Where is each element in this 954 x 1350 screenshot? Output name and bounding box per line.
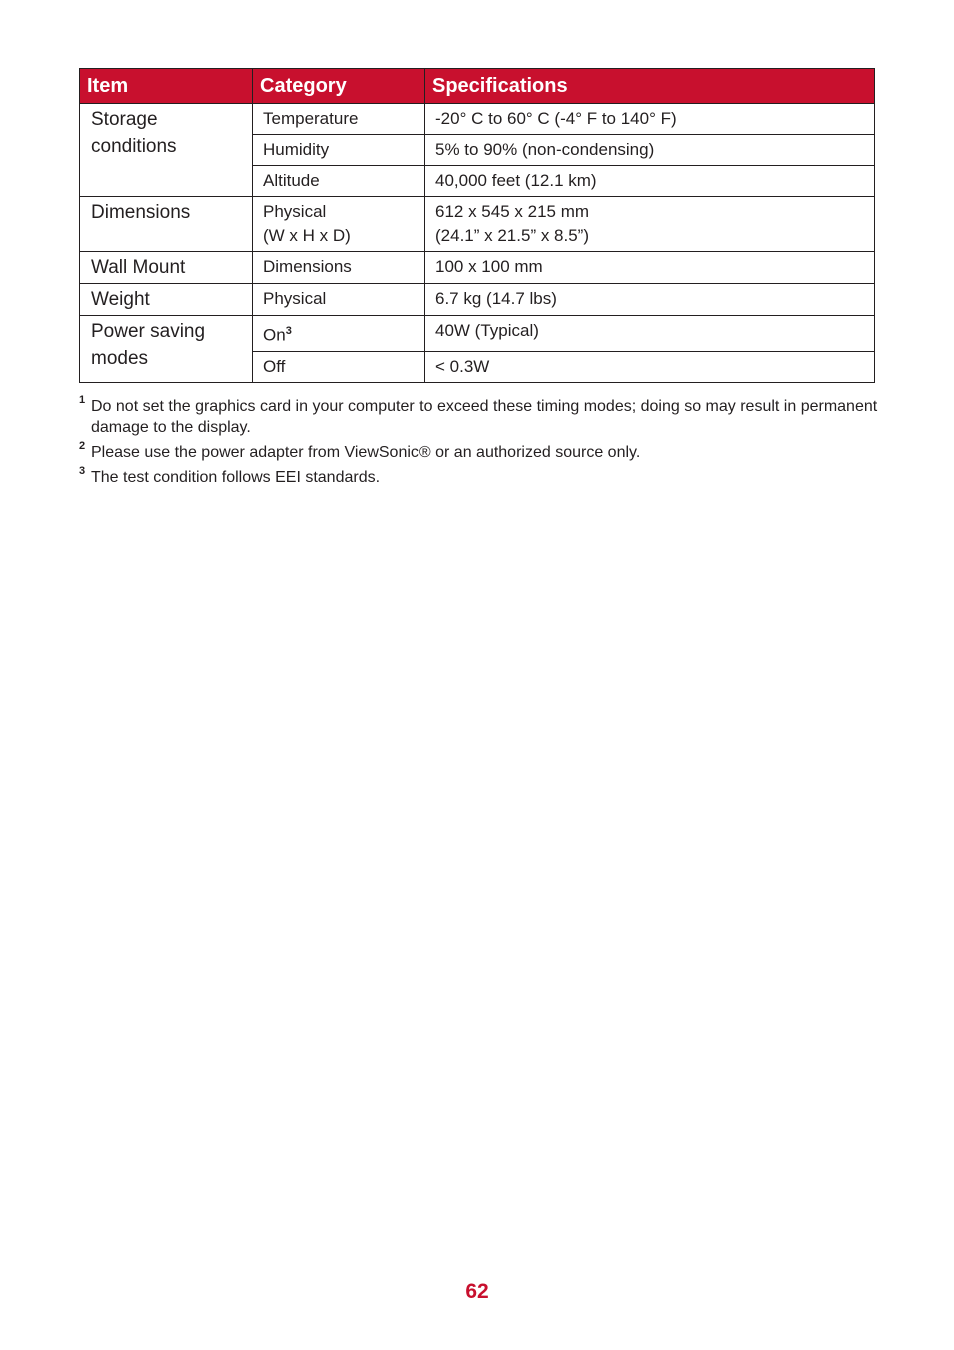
item-dimensions: Dimensions: [80, 197, 253, 252]
item-power-saving-modes: Power saving modes: [80, 316, 253, 383]
header-item: Item: [80, 69, 253, 104]
category-text: On: [263, 325, 286, 345]
spec-cell: < 0.3W: [425, 351, 875, 382]
item-wall-mount: Wall Mount: [80, 252, 253, 284]
category-cell: [253, 316, 425, 352]
spec-cell: 5% to 90% (non-condensing): [425, 135, 875, 166]
category-cell: Dimensions: [253, 252, 425, 284]
category-line: (W x H x D): [263, 226, 351, 245]
footnote-3: [79, 467, 879, 488]
table-row: [80, 197, 875, 252]
item-storage-conditions: Storage conditions: [80, 104, 253, 197]
footnote-mark: 3: [79, 465, 86, 477]
spec-line: (24.1” x 21.5” x 8.5”): [435, 226, 590, 245]
spec-cell: 6.7 kg (14.7 lbs): [425, 284, 875, 316]
header-specifications: Specifications: [425, 69, 875, 104]
footnote-ref: 3: [285, 325, 292, 337]
item-weight: Weight: [80, 284, 253, 316]
category-cell: Off: [253, 351, 425, 382]
category-cell: Physical: [253, 284, 425, 316]
spec-cell: -20° C to 60° C (-4° F to 140° F): [425, 104, 875, 135]
table-row: [80, 316, 875, 352]
footnote-text: Please use the power adapter from ViewSonic® or an authorized source only.: [91, 444, 641, 461]
category-line: Physical: [263, 202, 327, 221]
footnote-mark: 1: [79, 394, 86, 406]
spec-cell: 40,000 feet (12.1 km): [425, 166, 875, 197]
footnote-1: [79, 396, 879, 438]
category-cell: Altitude: [253, 166, 425, 197]
category-cell: [253, 197, 425, 252]
table-row: [80, 104, 875, 135]
page-number: 62: [465, 1280, 489, 1303]
footnote-2: [79, 442, 879, 463]
footnote-mark: 2: [79, 440, 86, 452]
category-cell: Humidity: [253, 135, 425, 166]
category-cell: Temperature: [253, 104, 425, 135]
spec-cell: 40W (Typical): [425, 316, 875, 352]
header-category: Category: [253, 69, 425, 104]
spec-cell: 100 x 100 mm: [425, 252, 875, 284]
table-header-row: [80, 69, 875, 104]
table-row: [80, 252, 875, 284]
specifications-table: [79, 68, 875, 383]
footnote-text: The test condition follows EEI standards.: [91, 469, 381, 486]
footnotes: [79, 396, 879, 492]
table-row: [80, 284, 875, 316]
spec-line: 612 x 545 x 215 mm: [435, 202, 590, 221]
footnote-text: Do not set the graphics card in your computer to exceed these timing modes; doing so may result in permanent damage to the display.: [91, 398, 878, 436]
spec-cell: [425, 197, 875, 252]
